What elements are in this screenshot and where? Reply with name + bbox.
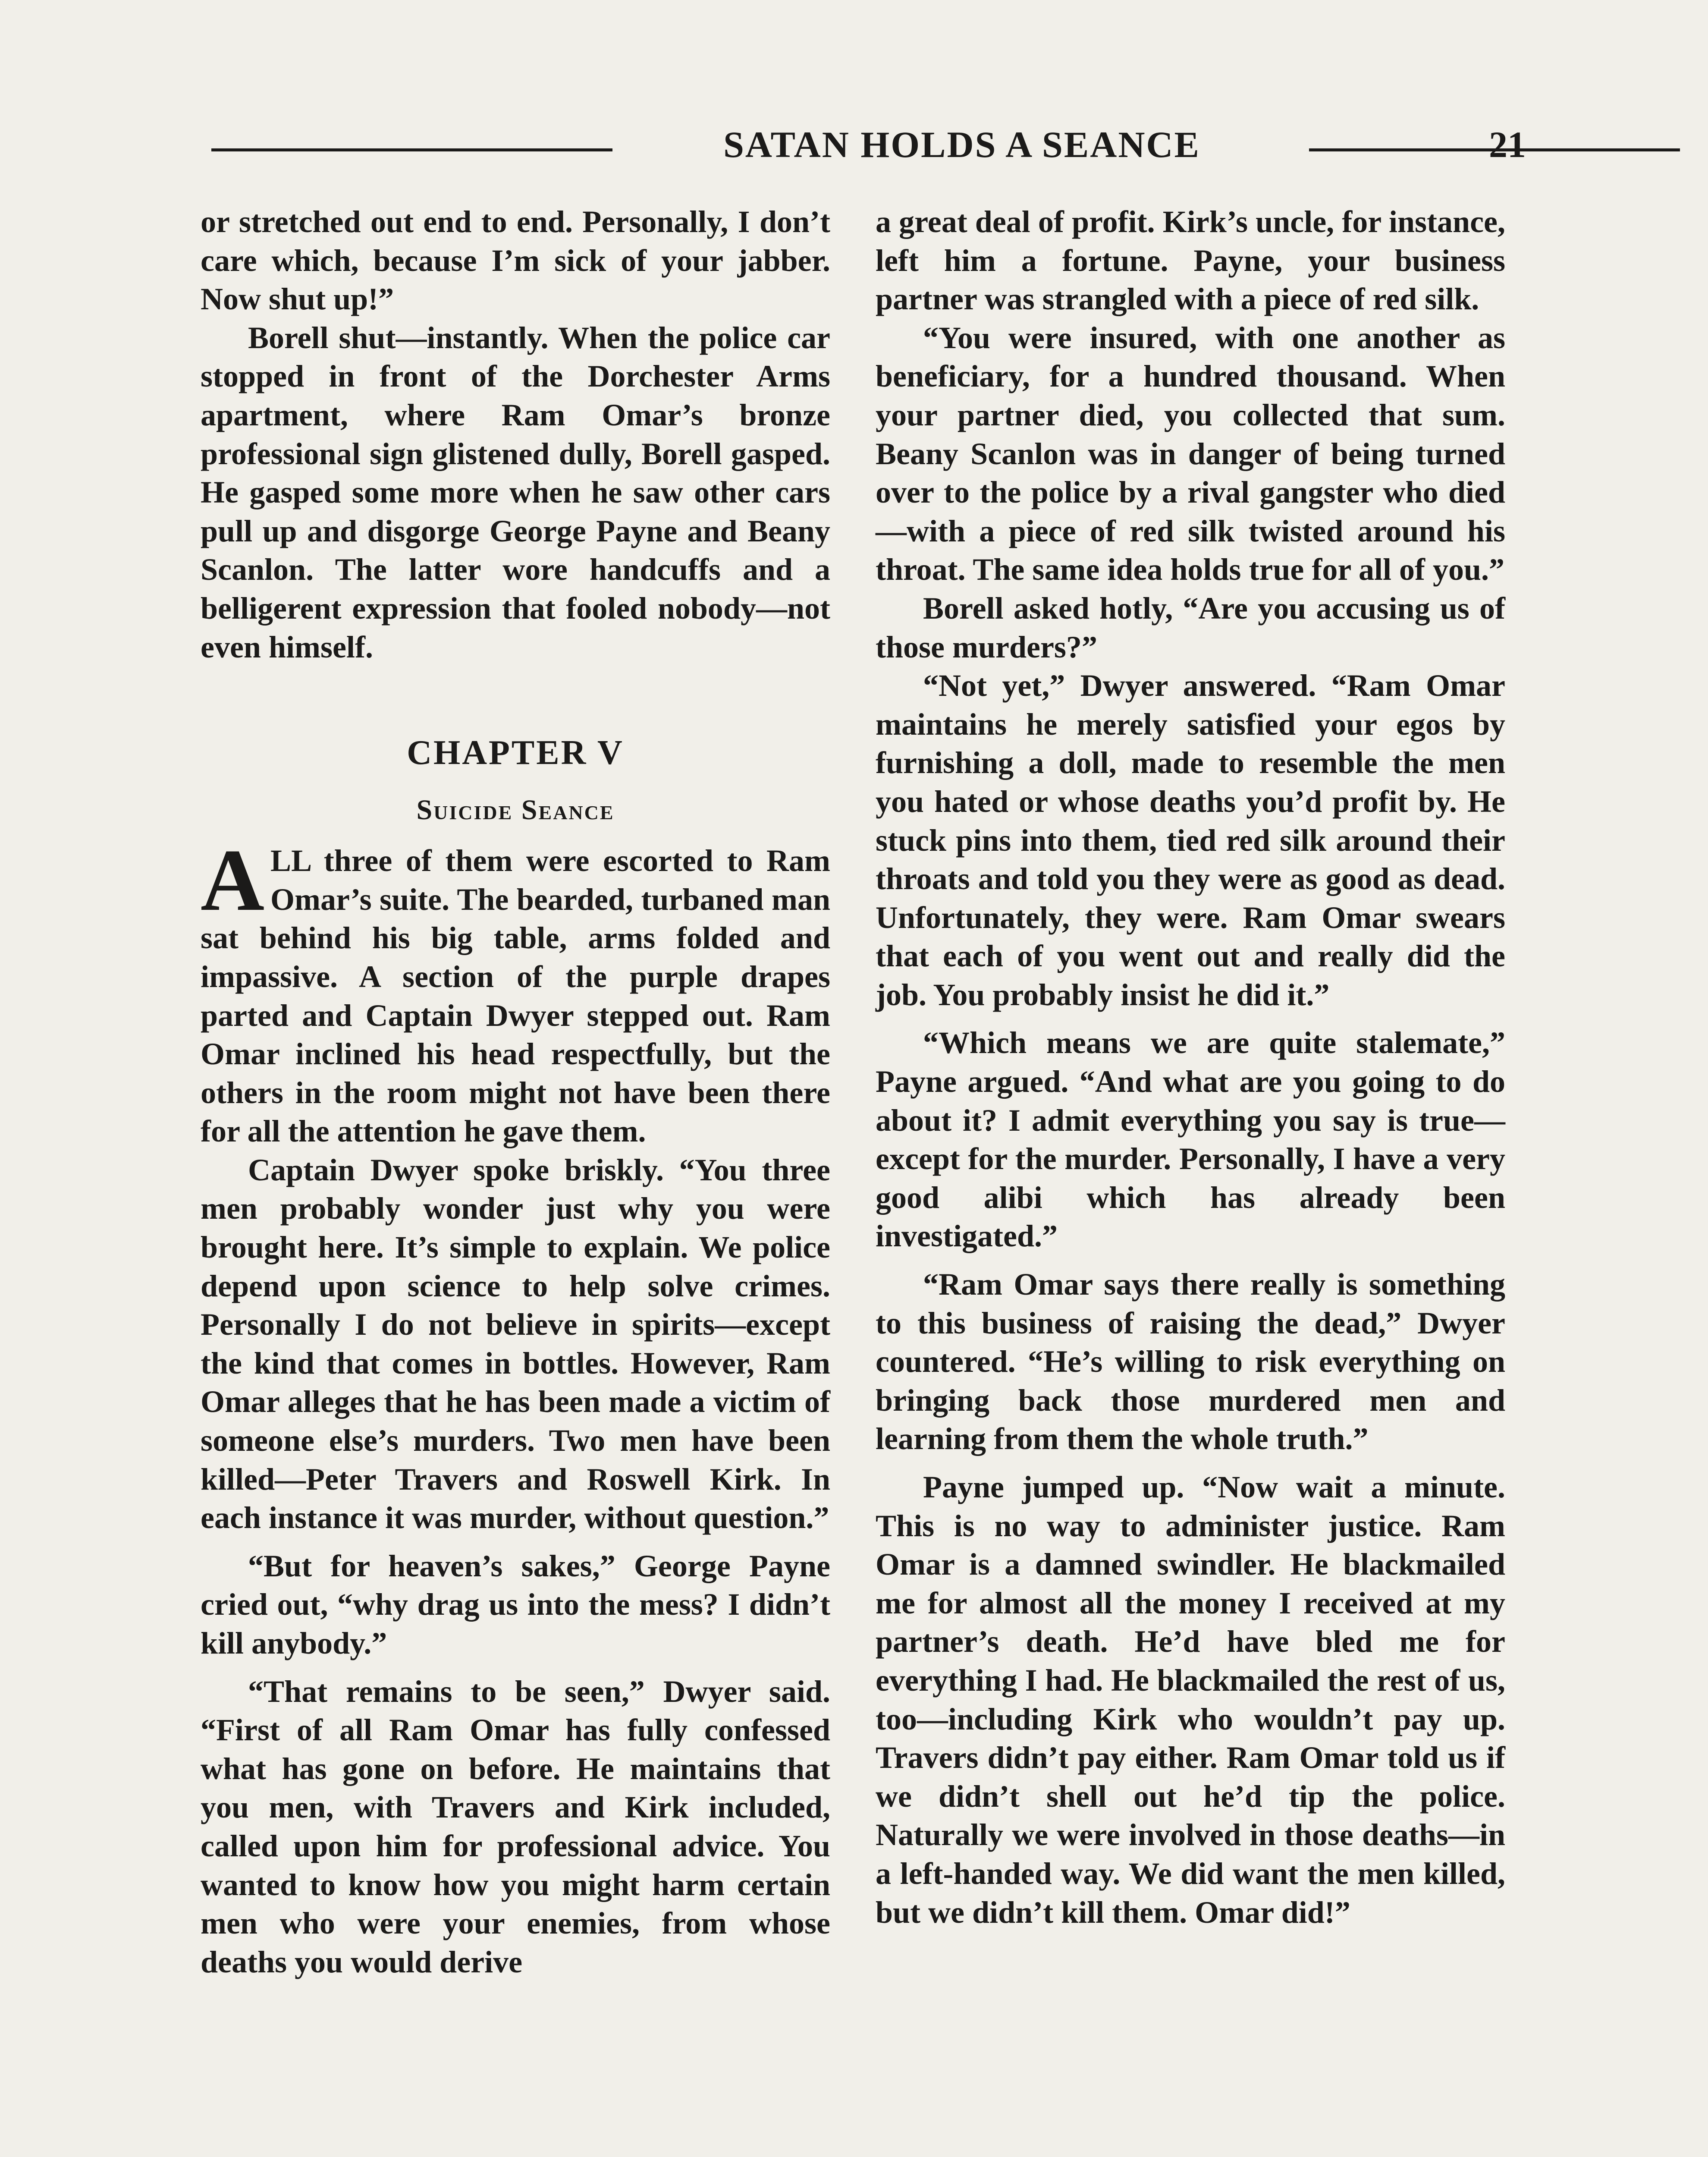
paragraph: a great deal of profit. Kirk’s uncle, for instance, left him a fortune. Payne, your business partner was strangled with a piece of red silk. bbox=[876, 204, 1505, 317]
paragraph: “Not yet,” Dwyer answered. “Ram Omar maintains he merely satisfied your egos by furnishing a doll, made to resemble the men you hated or whose deaths you’d profit by. He stuck pins into them, tied red silk around their throats and told you they were as good as dead. Unfortunately, they were. Ram Omar swears that each of you went out and really did the job. You probably insist he did it.” bbox=[876, 668, 1505, 1012]
paragraph: Payne jumped up. “Now wait a minute. This is no way to administer justice. Ram Omar is a damned swindler. He blackmailed me for almost all the money I received at my partner’s death. He’d have bled me for everything I had. He blackmailed the rest of us, too—including Kirk who wouldn’t pay up. Travers didn’t pay either. Ram Omar told us if we didn’t shell out he’d tip the police. Naturally we were involved in those deaths—in a left-handed way. We did want the men killed, but we didn’t kill them. Omar did!” bbox=[876, 1470, 1505, 1930]
paragraph: “You were insured, with one another as beneficiary, for a hundred thousand. When your partner died, you collected that sum. Beany Scanlon was in danger of being turned over to the police by a rival gangster who died—with a piece of red silk twisted around his throat. The same idea holds true for all of you.” bbox=[876, 320, 1505, 587]
running-head-title: SATAN HOLDS A SEANCE bbox=[723, 124, 1200, 165]
paragraph: “That remains to be seen,” Dwyer said. “First of all Ram Omar has fully confessed what has gone on before. He maintains that you men, with Travers and Kirk included, called upon him for professional advice. You wanted to know how you might harm certain men who were your enemies, from whose deaths you would derive bbox=[201, 1674, 830, 1979]
paragraph: “Ram Omar says there really is something to this business of raising the dead,” Dwyer countered. “He’s willing to risk everything on bringing back those murdered men and learning from them the whole truth.” bbox=[876, 1267, 1505, 1456]
left-column bbox=[201, 203, 830, 1981]
page-number: 21 bbox=[1489, 124, 1526, 165]
paragraph: Borell shut—instantly. When the police car stopped in front of the Dorchester Arms apartment, where Ram Omar’s bronze professional sign glistened dully, Borell gasped. He gasped some more when he saw other cars pull up and disgorge George Payne and Beany Scanlon. The latter wore handcuffs and a belligerent expression that fooled nobody—not even himself. bbox=[201, 320, 830, 664]
drop-cap: A bbox=[201, 831, 265, 930]
paragraph: “Which means we are quite stalemate,” Payne argued. “And what are you going to do about it? I admit everything you say is true—except for the murder. Personally, I have a very good alibi which has already been investigated.” bbox=[876, 1025, 1505, 1254]
chapter-title: CHAPTER V bbox=[407, 734, 624, 772]
chapter-opening-paragraph bbox=[201, 831, 830, 1151]
paragraph: Captain Dwyer spoke briskly. “You three men probably wonder just why you were brought here. It’s simple to explain. We police depend upon science to help solve crimes. Personally I do not believe in spirits—except the kind that comes in bottles. However, Ram Omar alleges that he has been made a victim of someone else’s murders. Two men have been killed—Peter Travers and Roswell Kirk. In each instance it was murder, without question.” bbox=[201, 1152, 830, 1535]
right-column bbox=[876, 203, 1505, 1932]
paragraph: or stretched out end to end. Personally, I don’t care which, because I’m sick of your jabber. Now shut up!” bbox=[201, 204, 830, 317]
paragraph: Borell asked hotly, “Are you accusing us of those murders?” bbox=[876, 591, 1505, 664]
running-head bbox=[211, 121, 1526, 173]
header-rule-left bbox=[211, 148, 612, 151]
chapter-subtitle: Suicide Seance bbox=[416, 794, 615, 826]
paragraph: “But for heaven’s sakes,” George Payne cried out, “why drag us into the mess? I didn’t kill anybody.” bbox=[201, 1548, 830, 1660]
opening-text: LL three of them were escorted to Ram Omar’s suite. The bearded, turbaned man sat behind his big table, arms folded and impassive. A section of the purple drapes parted and Captain Dwyer stepped out. Ram Omar inclined his head respectfully, but the others in the room might not have been there for all the attention he gave them. bbox=[201, 843, 830, 1149]
